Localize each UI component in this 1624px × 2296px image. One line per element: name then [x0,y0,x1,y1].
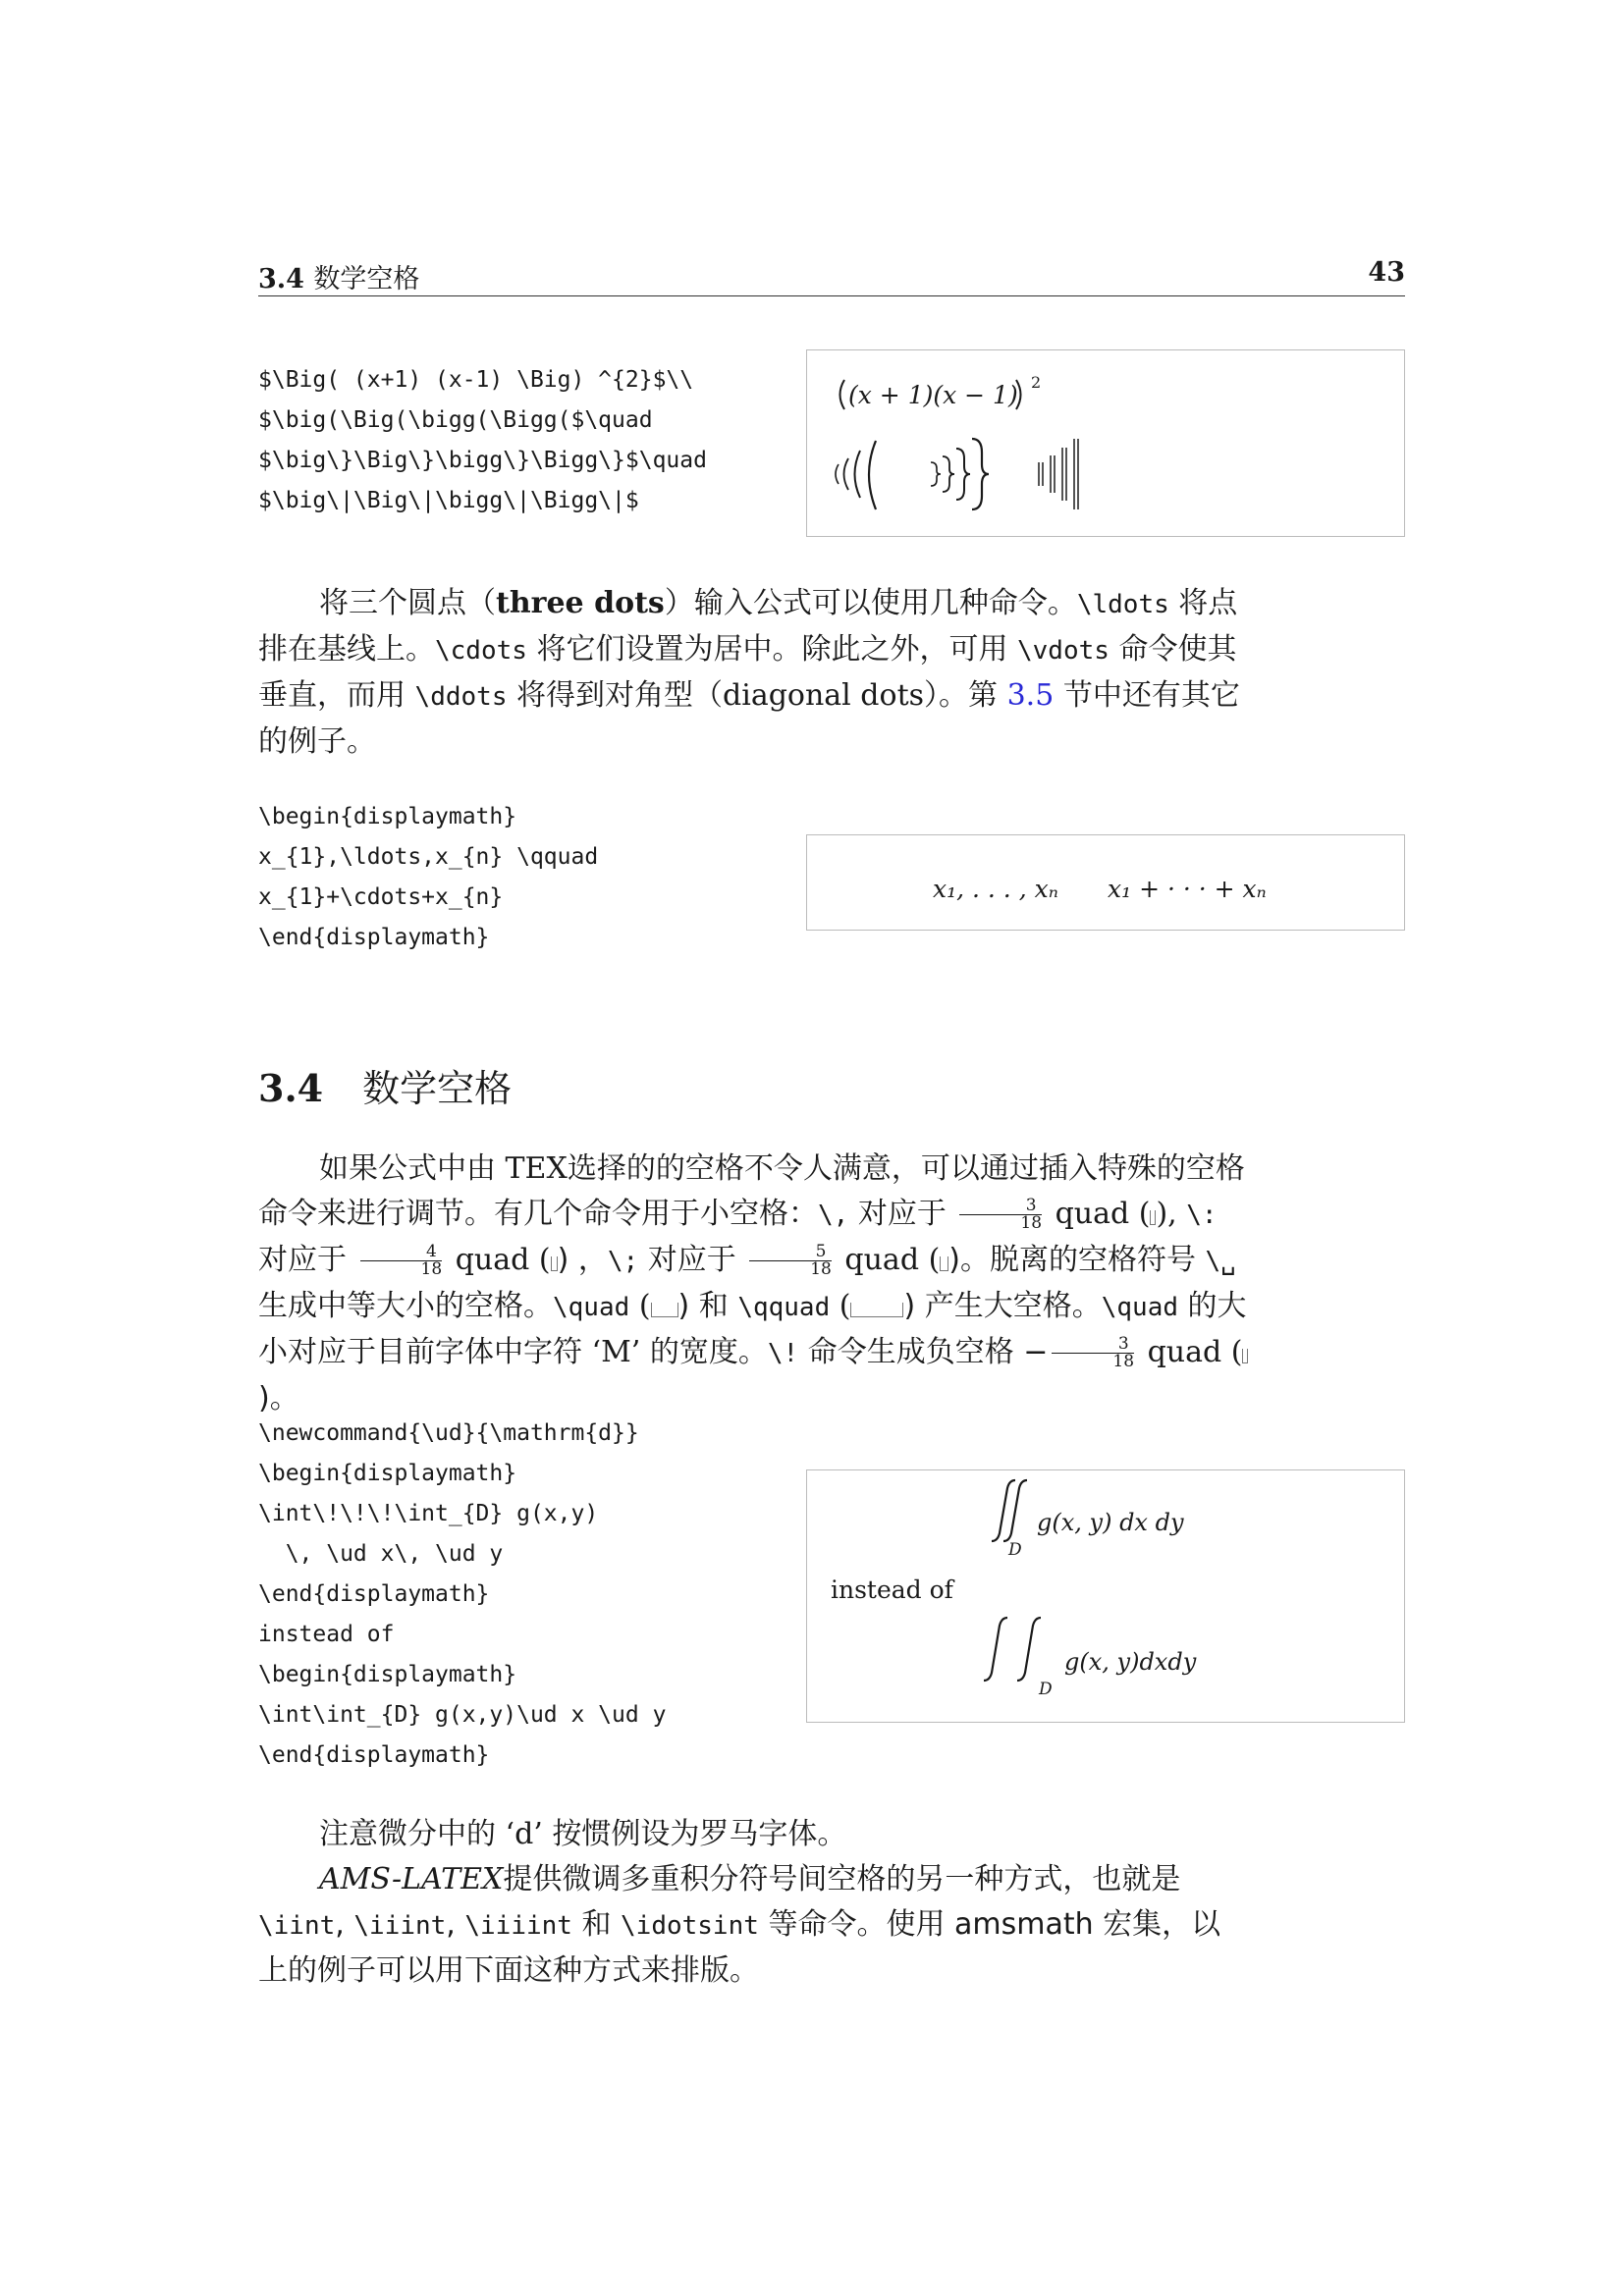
code-example-delimiters: $\Big( (x+1) (x-1) \Big) ^{2}$\\ $\big(\Big(\bigg(\Bigg($\quad $\big\}\Big\}\bigg\}\Bigg\}$\quad $\big\|\Big\|\bigg\|\Bigg\|$ [258,367,707,513]
integral-rendering [807,1470,1404,1722]
inline-code: \iiiint [464,1911,572,1941]
text-roman: quad ( [1138,1335,1243,1369]
text: ) 产生大空格。 [903,1289,1102,1323]
render-integral-loose: g(x, y)dxdy [1064,1648,1197,1676]
space-glyph [1242,1349,1248,1363]
paragraph-differential [258,1812,1250,1994]
text: )。脱离的空格符号 [948,1243,1206,1277]
inline-code: \qquad [737,1293,831,1322]
space-glyph [651,1303,678,1317]
inline-code: \vdots [1017,636,1110,666]
section-number: 3.4 [258,1066,324,1110]
text: 对应于 [638,1243,746,1277]
inline-code: \cdots [435,636,527,666]
inline-code: \idotsint [621,1911,759,1941]
paragraph-spacing [258,1147,1250,1421]
code-example-dots: \begin{displaymath} x_{1},\ldots,x_{n} \qquad x_{1}+\cdots+x_{n} \end{displaymath} [258,804,599,950]
text: 将得到对角型（ [507,678,724,713]
text: ）。第 [924,678,1007,713]
render-integral-tight: g(x, y) dx dy [1037,1509,1184,1536]
text: 将点排在基线上。 [258,586,1238,667]
integral-subscript: D [1008,1540,1022,1560]
package-name: amsmath [953,1907,1094,1942]
text: , [446,1907,465,1942]
text-roman: quad ( [446,1243,551,1277]
text-roman: ( [830,1289,851,1323]
inline-code: \; [607,1247,639,1276]
inline-code: \ddots [414,682,508,712]
text-roman: ), [1156,1197,1187,1231]
section-title: 数学空格 [362,1067,513,1110]
text: 节中还有其它的例子。 [258,678,1240,759]
text: 的大小对应于目前字体中字符 [258,1289,1247,1369]
fraction: $\frac{5}{18}$ [749,1244,832,1278]
text: 提供微调多重积分符号间空格的另一种方式，也就是 [503,1862,1181,1896]
tex-logo: TEX [505,1151,568,1186]
render-expr: (x + 1)(x − 1) [848,381,1018,409]
text: )。 [258,1381,299,1415]
text: 选择的的空格不令人满意，可以通过插入特殊的空格命令来进行调节。有几个命令用于小空格： [258,1151,1245,1231]
integral-subscript: D [1039,1680,1053,1699]
text: 将它们设置为居中。除此之外，可用 [526,632,1017,667]
space-glyph [551,1256,558,1271]
render-instead-of: instead of [831,1575,953,1604]
inline-code: \, [818,1201,849,1230]
ams-latex-logo: AMS-LATEX [319,1862,504,1896]
inline-code: \iiint [353,1911,447,1941]
text: ) ， [557,1243,608,1277]
inline-code: \quad [553,1293,630,1322]
space-glyph [850,1303,903,1317]
text: 注意微分中的 [319,1817,506,1851]
render-exponent: 2 [1031,373,1042,392]
output-box-integrals [806,1469,1405,1723]
text: 命令生成负空格 − [798,1335,1049,1369]
render-cdots: x₁ + · · · + xₙ [1108,875,1267,903]
text: ）输入公式可以使用几种命令。 [664,586,1077,620]
running-header [258,257,419,295]
inline-code: \quad [1101,1293,1179,1322]
text-roman: ( [629,1289,651,1323]
inline-code: \ldots [1076,590,1169,619]
inline-code: \iint [258,1911,336,1941]
text: 将三个圆点（ [319,586,496,620]
space-glyph [940,1256,948,1271]
text-roman: ‘d’ [505,1817,543,1851]
inline-code: \: [1186,1201,1218,1230]
text: 的宽度。 [640,1335,768,1369]
text: 和 [571,1907,622,1942]
text: 生成中等大小的空格。 [258,1289,553,1323]
text: ) 和 [677,1289,738,1323]
fraction: $\frac{3}{18}$ [1052,1336,1134,1370]
fraction: $\frac{4}{18}$ [360,1244,443,1278]
text: 按惯例设为罗马字体。 [542,1817,847,1851]
header-section-title: 数学空格 [313,264,420,294]
code-example-integrals: \newcommand{\ud}{\mathrm{d}} \begin{displaymath} \int\!\!\!\int_{D} g(x,y) \, \ud x\, \ud y \end{displaymath} instead of \begin{displaymath} \int\int_{D} g(x,y)\ud x \ud y \end{displaymath} [258,1420,667,1768]
output-box-dots [806,834,1405,931]
text-roman: diagonal dots [723,678,925,713]
inline-code: \␣ [1205,1247,1236,1276]
page-number: 43 [1368,257,1405,288]
text: 命令使其垂直，而用 [258,632,1237,713]
delimiter-rendering [807,350,1404,536]
section-heading [258,1058,512,1112]
text: 等命令。使用 [758,1907,954,1942]
text-roman: quad ( [835,1243,941,1277]
text: 宏集，以上的例子可以用下面这种方式来排版。 [258,1907,1221,1988]
text: 对应于 [848,1197,956,1231]
text: , [335,1907,354,1942]
text-roman: quad ( [1046,1197,1151,1231]
section-reference-link[interactable]: 3.5 [1006,678,1055,713]
text-roman: ‘M’ [591,1335,641,1369]
header-section-number: 3.4 [258,264,304,294]
fraction: $\frac{3}{18}$ [959,1198,1042,1232]
text: 如果公式中由 [319,1151,506,1186]
output-box-delimiters [806,349,1405,537]
text-bold: three dots [496,586,665,620]
text: 对应于 [258,1243,356,1277]
render-ldots: x₁, . . . , xₙ [933,875,1058,903]
inline-code: \! [767,1339,799,1368]
paragraph-dots [258,581,1250,765]
header-rule [258,295,1405,296]
